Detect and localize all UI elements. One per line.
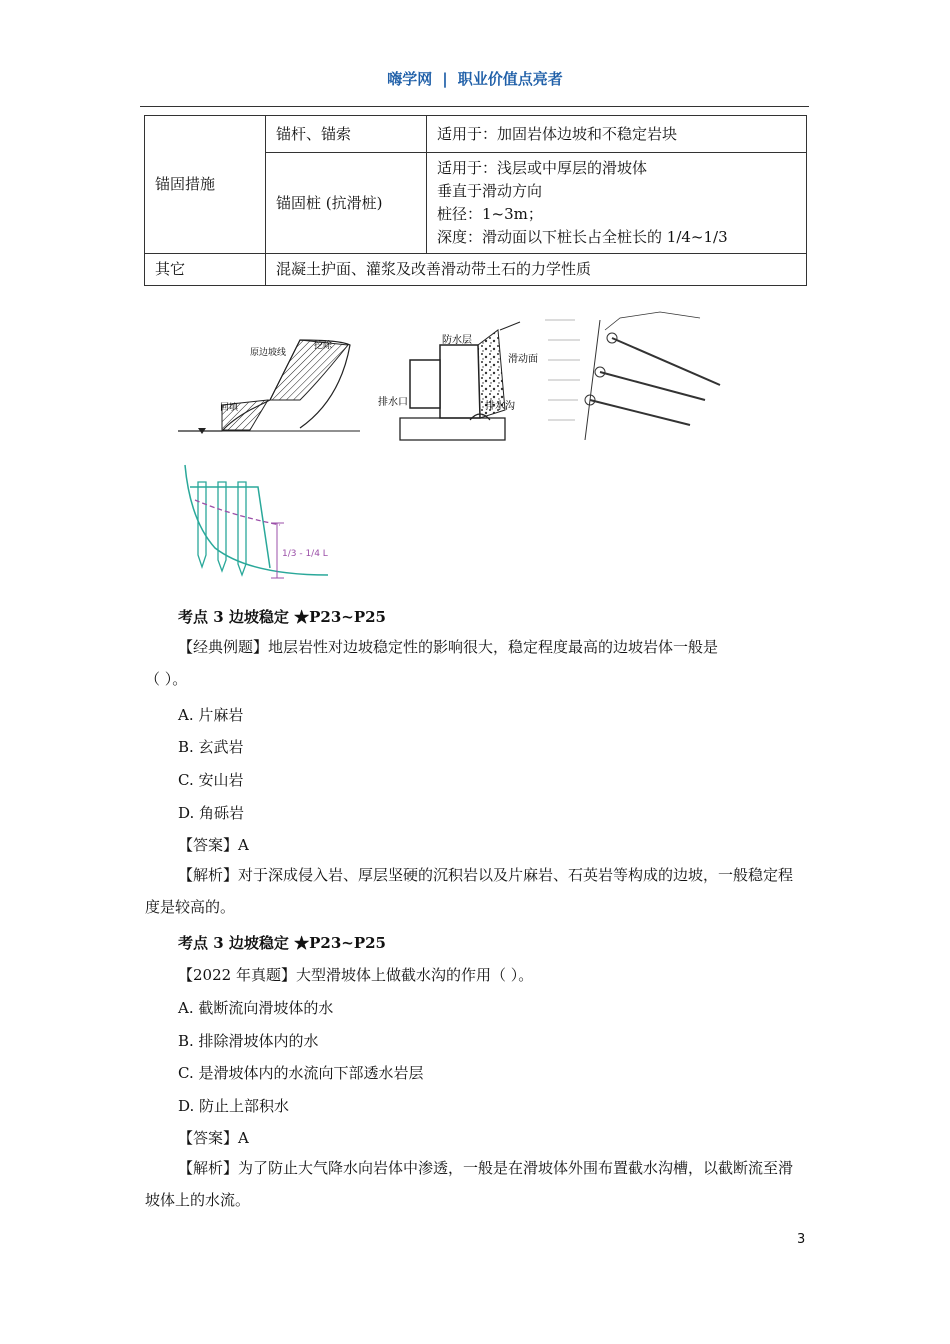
option-c: C. 是滑坡体内的水流向下部透水岩层	[178, 1064, 424, 1082]
brand-name: 嗨学网	[387, 70, 433, 88]
question-stem: 【2022 年真题】大型滑坡体上做截水沟的作用（ ）。	[178, 966, 534, 984]
option-d: D. 防止上部积水	[178, 1097, 290, 1115]
item-cell: 锚固桩 (抗滑桩)	[266, 153, 427, 254]
figure-retaining-wall	[378, 322, 538, 440]
other-desc-cell: 混凝土护面、灌浆及改善滑动带土石的力学性质	[266, 254, 807, 286]
option-a: A. 片麻岩	[178, 706, 244, 724]
label-drain-ditch: 排水沟	[485, 401, 515, 412]
option-b: B. 玄武岩	[178, 738, 244, 756]
option-c: C. 安山岩	[178, 771, 244, 789]
analysis: 【解析】为了防止大气降水向岩体中渗透，一般是在滑坡体外围布置截水沟槽，以截断流至滑坡体上的水流。	[145, 1159, 794, 1209]
answer: 【答案】A	[178, 1129, 249, 1147]
group-label-cell: 锚固措施	[145, 116, 266, 254]
desc-line: 适用于：浅层或中厚层的滑坡体	[437, 159, 648, 177]
answer: 【答案】A	[178, 836, 249, 854]
figure-anti-slide-piles	[185, 465, 328, 578]
desc-line: 桩径：1~3m；	[437, 205, 543, 223]
label-waterproof-layer: 防水层	[442, 335, 472, 346]
label-drain-outlet: 排水口	[378, 397, 408, 408]
analysis: 【解析】对于深成侵入岩、厚层坚硬的沉积岩以及片麻岩、石英岩等构成的边坡，一般稳定程度是较高的。	[145, 866, 794, 916]
header-separator: |	[442, 70, 448, 88]
figure-slope-cut-fill	[178, 339, 360, 434]
page-number: 3	[797, 1232, 806, 1247]
label-original-slope: 原边坡线	[250, 348, 287, 358]
question-stem: 【经典例题】地层岩性对边坡稳定性的影响很大，稳定程度最高的边坡岩体一般是	[178, 638, 719, 656]
label-cut: 挖除	[314, 341, 333, 351]
desc-line: 深度：滑动面以下桩长占全桩长的 1/4~1/3	[437, 228, 728, 246]
desc-line: 适用于：加固岩体边坡和不稳定岩块	[437, 124, 678, 143]
label-slip-surface: 滑动面	[508, 354, 538, 365]
brand-slogan: 职业价值点亮者	[457, 70, 563, 88]
option-a: A. 截断流向滑坡体的水	[178, 999, 334, 1017]
item-cell: 锚杆、锚索	[266, 116, 427, 153]
keypoint-title: 考点 3 边坡稳定 ★P23~P25	[178, 608, 386, 626]
other-label-cell: 其它	[145, 254, 266, 286]
figures-svg	[0, 0, 950, 600]
option-d: D. 角砾岩	[178, 804, 245, 822]
desc-line: 垂直于滑动方向	[437, 182, 543, 200]
figure-anchor-cables	[545, 312, 720, 440]
label-fill: 回填	[220, 403, 239, 413]
question-stem-cont: （ ）。	[145, 670, 188, 688]
option-b: B. 排除滑坡体内的水	[178, 1032, 319, 1050]
keypoint-title: 考点 3 边坡稳定 ★P23~P25	[178, 934, 386, 952]
label-pile-ratio: 1/3 - 1/4 L	[282, 549, 328, 559]
